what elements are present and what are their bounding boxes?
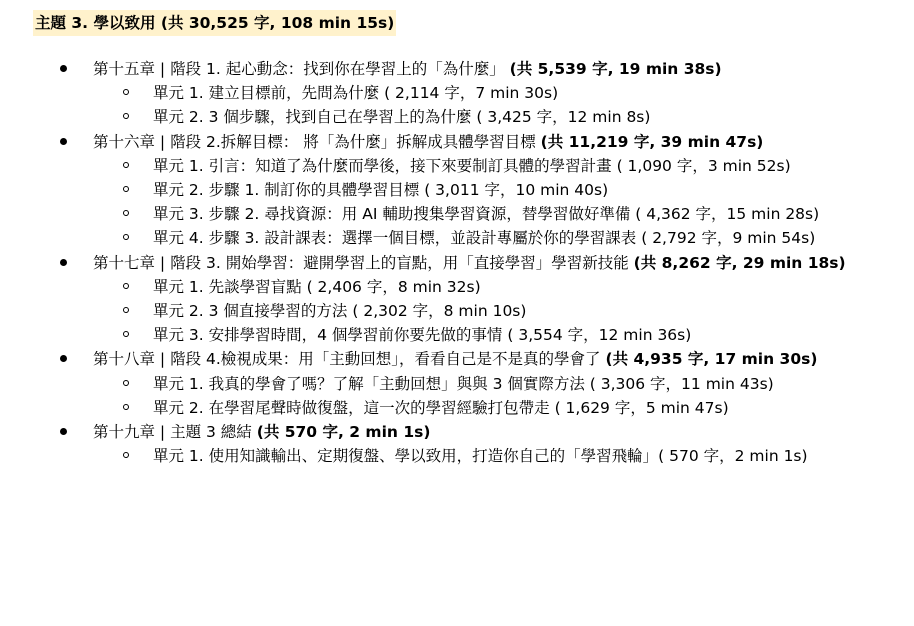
bullet-icon — [60, 259, 67, 266]
unit-item — [93, 154, 874, 178]
unit-item — [93, 444, 874, 468]
hollow-bullet-icon — [123, 404, 129, 410]
unit-item — [93, 178, 874, 202]
unit-list — [93, 372, 874, 420]
hollow-bullet-icon — [123, 331, 129, 337]
unit-text: 單元 2. 在學習尾聲時做復盤，這一次的學習經驗打包帶走 ( 1,629 字，5 min 47s) — [153, 398, 729, 417]
bullet-icon — [60, 428, 67, 435]
chapter-title — [93, 350, 817, 368]
hollow-bullet-icon — [123, 283, 129, 289]
unit-text: 單元 4. 步驟 3. 設計課表：選擇一個目標，並設計專屬於你的學習課表 ( 2,792 字，9 min 54s) — [153, 229, 816, 248]
chapter-item — [0, 57, 914, 130]
hollow-bullet-icon — [123, 452, 129, 458]
chapter-summary: (共 11,219 字, 39 min 47s) — [540, 132, 764, 151]
unit-text: 單元 1. 使用知識輸出、定期復盤、學以致用，打造你自己的「學習飛輪」( 570 字，2 min 1s) — [153, 447, 808, 466]
chapter-title-text: 第十六章 | 階段 2.拆解目標： 將「為什麼」拆解成具體學習目標 — [93, 132, 536, 151]
unit-item — [93, 299, 874, 323]
chapter-title — [93, 254, 846, 272]
unit-list — [93, 154, 874, 251]
unit-item — [93, 81, 874, 105]
unit-item — [93, 323, 874, 347]
unit-text: 單元 2. 步驟 1. 制訂你的具體學習目標 ( 3,011 字，10 min 40s) — [153, 181, 609, 200]
unit-text: 單元 1. 引言：知道了為什麼而學後，接下來要制訂具體的學習計畫 ( 1,090 字，3 min 52s) — [153, 156, 791, 175]
hollow-bullet-icon — [123, 380, 129, 386]
hollow-bullet-icon — [123, 89, 129, 95]
unit-item — [93, 275, 874, 299]
chapter-title-text: 第十九章 | 主題 3 總結 — [93, 423, 252, 442]
chapter-item — [0, 347, 914, 420]
unit-text: 單元 2. 3 個直接學習的方法 ( 2,302 字，8 min 10s) — [153, 302, 527, 321]
bullet-icon — [60, 138, 67, 145]
chapter-title-text: 第十五章 | 階段 1. 起心動念：找到你在學習上的「為什麼」 — [93, 60, 505, 78]
unit-list — [93, 81, 874, 129]
chapter-summary: (共 570 字, 2 min 1s) — [256, 423, 431, 442]
chapter-item — [0, 130, 914, 251]
bullet-icon — [60, 65, 67, 72]
unit-item — [93, 105, 874, 129]
chapter-list — [0, 57, 914, 468]
unit-text: 單元 1. 先談學習盲點 ( 2,406 字，8 min 32s) — [153, 277, 481, 296]
chapter-title-text: 第十七章 | 階段 3. 開始學習：避開學習上的盲點，用「直接學習」學習新技能 — [93, 253, 629, 272]
hollow-bullet-icon — [123, 186, 129, 192]
hollow-bullet-icon — [123, 113, 129, 119]
unit-item — [93, 396, 874, 420]
chapter-title — [93, 133, 763, 151]
hollow-bullet-icon — [123, 234, 129, 240]
chapter-item — [0, 251, 914, 348]
unit-item — [93, 202, 874, 226]
unit-text: 單元 2. 3 個步驟，找到自己在學習上的為什麼 ( 3,425 字，12 min 8s) — [153, 108, 651, 127]
unit-text: 單元 1. 建立目標前，先問為什麼 ( 2,114 字，7 min 30s) — [153, 84, 559, 103]
unit-list — [93, 275, 874, 348]
chapter-summary: (共 8,262 字, 29 min 18s) — [633, 253, 846, 272]
hollow-bullet-icon — [123, 210, 129, 216]
chapter-title — [93, 60, 722, 78]
chapter-item — [0, 420, 914, 468]
hollow-bullet-icon — [123, 307, 129, 313]
topic-heading: 主題 3. 學以致用 (共 30,525 字, 108 min 15s) — [33, 10, 396, 36]
unit-text: 單元 3. 安排學習時間，4 個學習前你要先做的事情 ( 3,554 字，12 min 36s) — [153, 326, 692, 345]
unit-text: 單元 3. 步驟 2. 尋找資源：用 AI 輔助搜集學習資源，替學習做好準備 ( 4,362 字，15 min 28s) — [153, 205, 820, 224]
unit-item — [93, 226, 874, 250]
unit-item — [93, 372, 874, 396]
chapter-title-text: 第十八章 | 階段 4.檢視成果：用「主動回想」，看看自己是不是真的學會了 — [93, 350, 601, 369]
unit-text: 單元 1. 我真的學會了嗎？了解「主動回想」與與 3 個實際方法 ( 3,306 字，11 min 43s) — [153, 374, 774, 393]
hollow-bullet-icon — [123, 162, 129, 168]
chapter-summary: (共 4,935 字, 17 min 30s) — [605, 350, 818, 369]
chapter-summary: (共 5,539 字, 19 min 38s) — [509, 60, 722, 78]
bullet-icon — [60, 355, 67, 362]
unit-list — [93, 444, 874, 468]
chapter-title — [93, 423, 430, 441]
